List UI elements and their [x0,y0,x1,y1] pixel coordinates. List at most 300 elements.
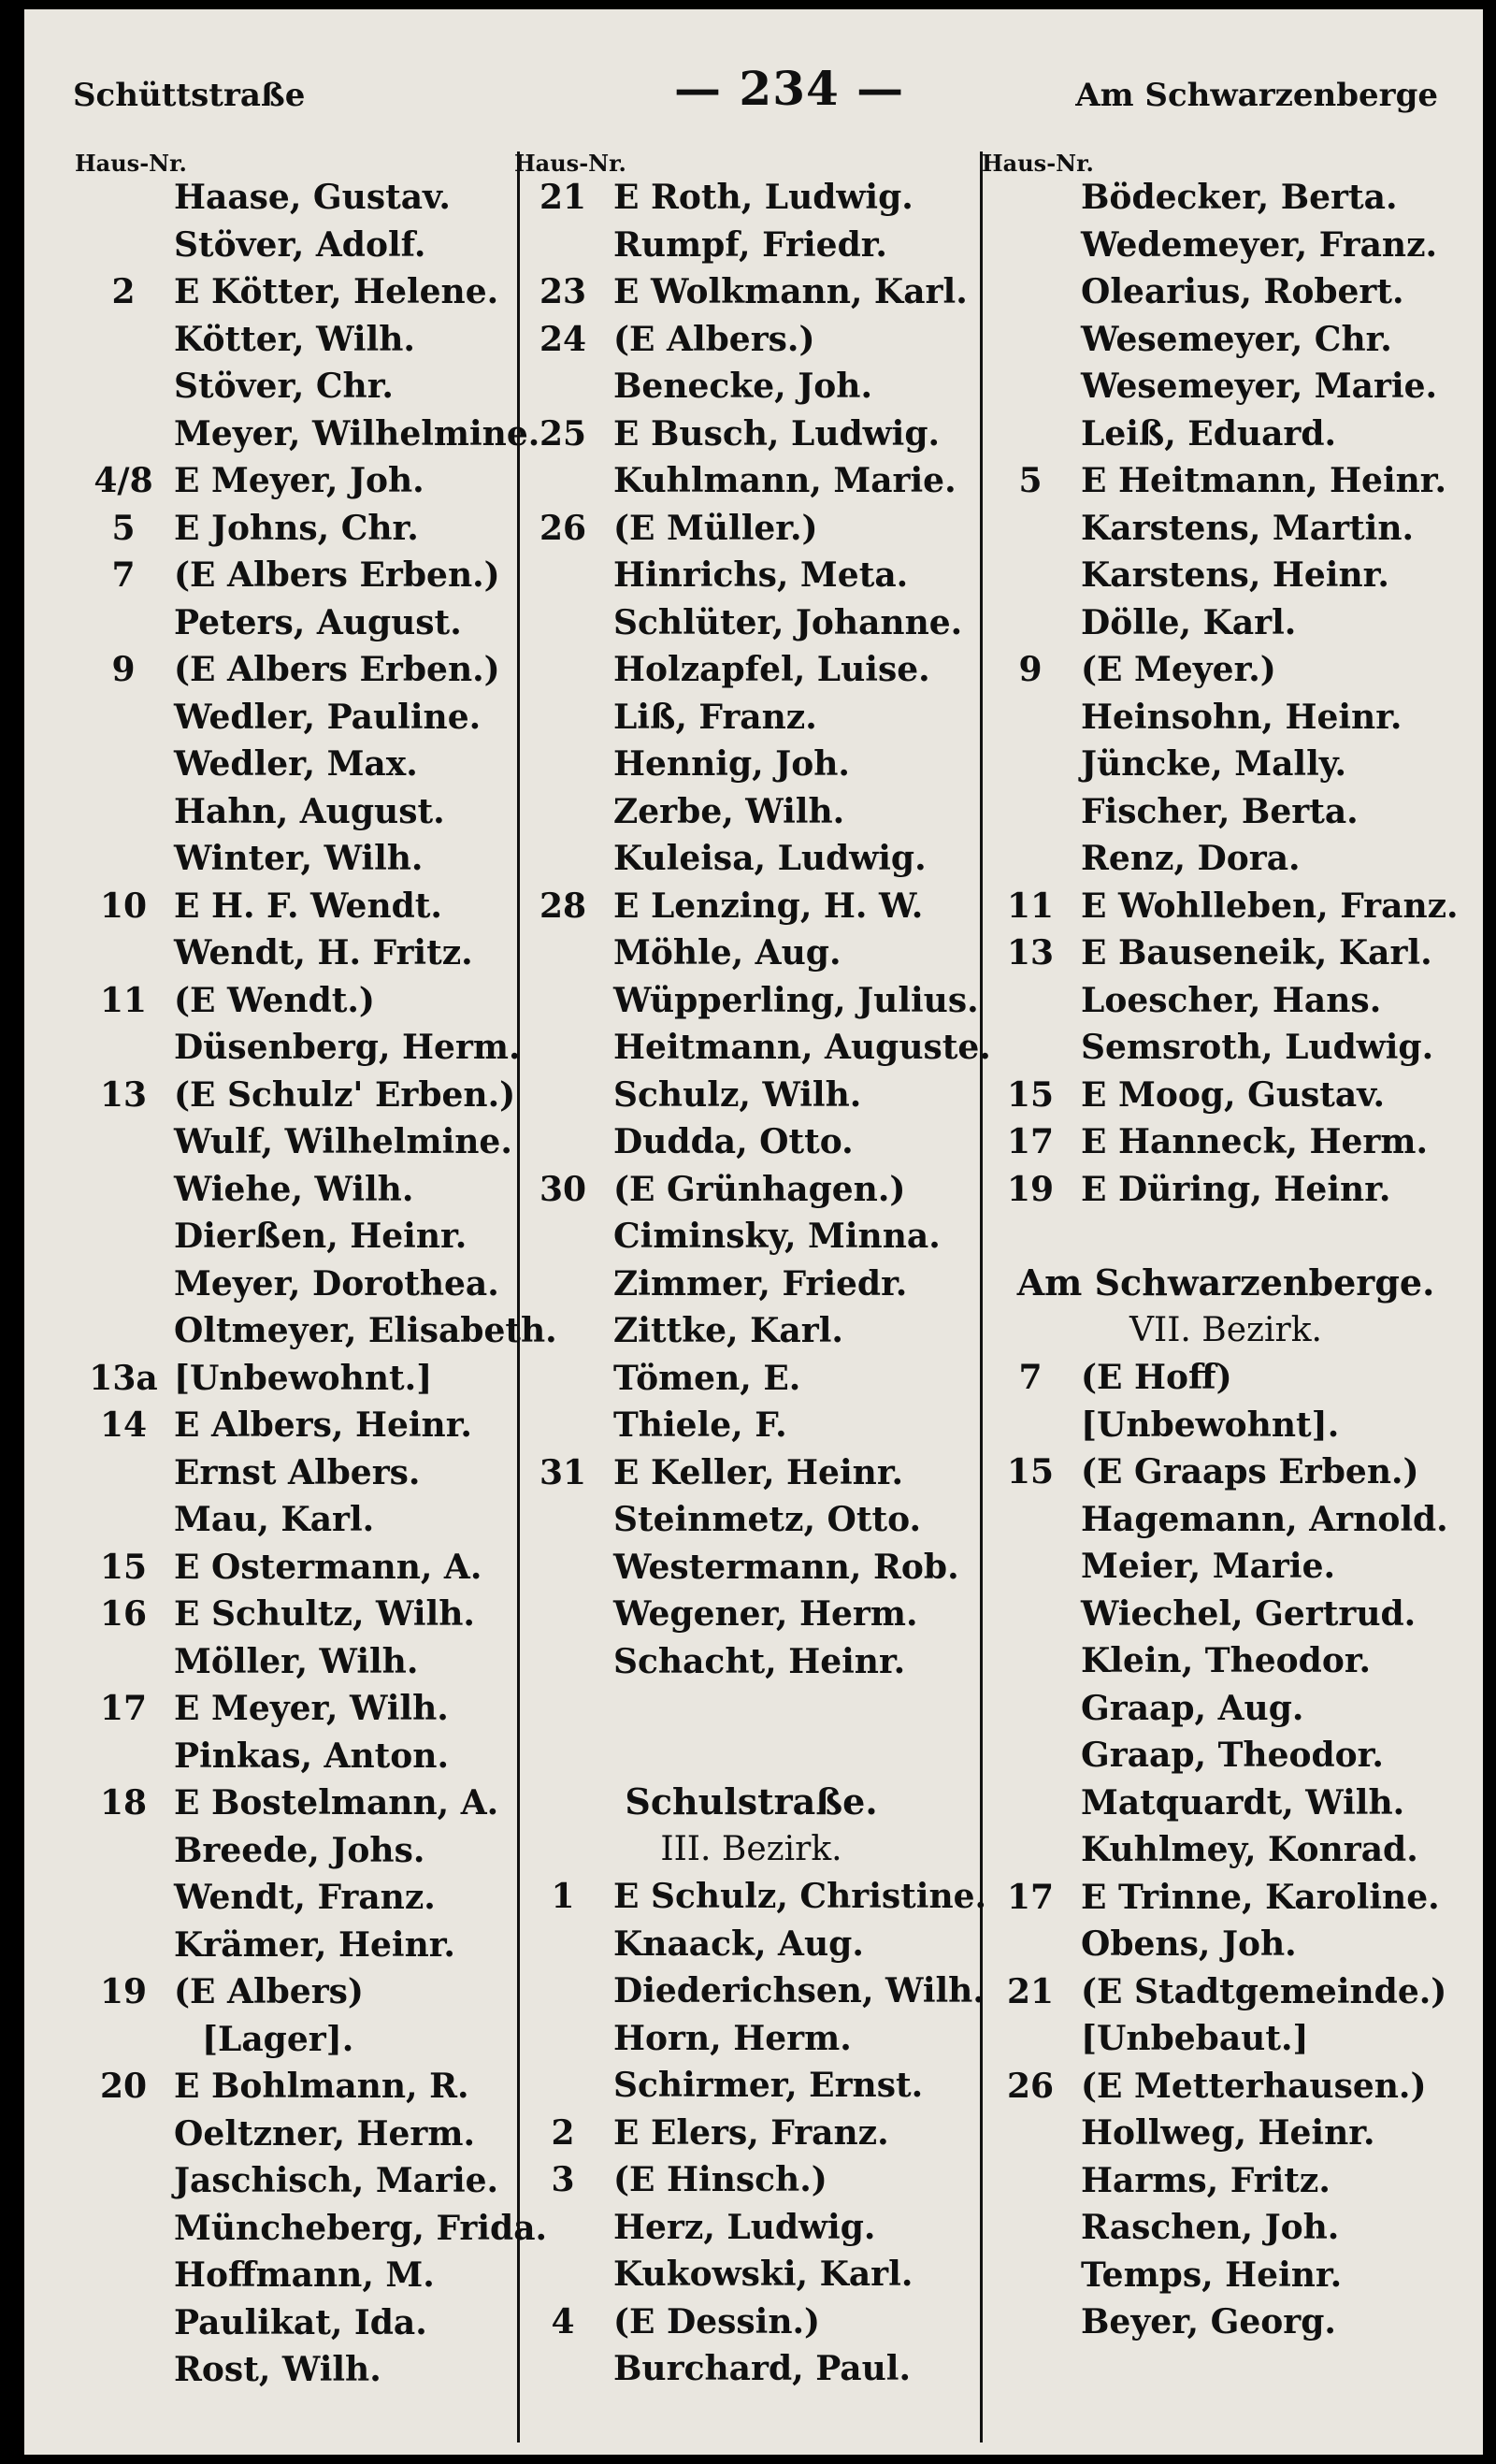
blank-line [987,1213,1464,1260]
blank-line [520,1732,983,1779]
resident-entry [987,1024,1464,1072]
resident-entry [520,552,983,599]
resident-entry [987,1072,1464,1119]
resident-name: [Unbebaut.] [1081,2019,1309,2058]
resident-entry [80,694,539,742]
house-number: 24 [539,319,587,359]
house-number: 10 [99,886,148,926]
resident-name: [Unbewohnt.] [174,1358,433,1398]
resident-name: [Lager]. [202,2019,354,2059]
resident-entry [80,1355,539,1403]
resident-name: (E Hinsch.) [613,2160,827,2199]
resident-entry [520,1024,991,1072]
column-header-hausnr: Haus-Nr. [75,150,187,177]
resident-name: Wulf, Wilhelmine. [174,1122,512,1161]
resident-name: Wesemeyer, Marie. [1081,367,1438,406]
resident-name: (E Hoff) [1081,1358,1232,1397]
resident-name: Dölle, Karl. [1081,602,1297,642]
resident-name: (E Müller.) [613,508,818,548]
resident-entry [520,1402,983,1449]
resident-name: Tömen, E. [613,1358,801,1398]
house-number: 4/8 [94,461,153,500]
resident-name: Burchard, Paul. [613,2349,912,2388]
resident-name: Horn, Herm. [613,2018,852,2058]
resident-entry [987,2157,1464,2205]
resident-name: Thiele, F. [613,1405,787,1445]
house-number: 15 [1006,1074,1055,1115]
resident-name: Zittke, Karl. [613,1311,843,1350]
resident-name: Rost, Wilh. [174,2350,381,2389]
resident-name: Benecke, Joh. [613,367,872,406]
resident-name: E Ostermann, A. [174,1547,482,1587]
resident-entry [80,1072,539,1119]
resident-entry [987,1354,1464,1402]
resident-entry [520,741,983,788]
resident-name: Oltmeyer, Elisabeth. [174,1311,557,1350]
resident-name: E Trinne, Karoline. [1081,1877,1440,1917]
resident-entry [987,741,1464,788]
resident-name: E Schulz, Christine. [613,1877,987,1916]
resident-entry [80,599,539,647]
resident-name: Hollweg, Heinr. [1081,2113,1375,2153]
resident-entry [80,2205,548,2253]
resident-entry [80,929,539,977]
resident-entry [987,552,1464,599]
resident-entry [80,457,539,505]
resident-entry [520,268,983,316]
resident-entry [520,174,983,222]
resident-entry [80,1638,539,1686]
house-number: 5 [111,508,136,548]
resident-name: Dierßen, Heinr. [174,1217,468,1256]
resident-name: Stöver, Chr. [174,367,394,406]
resident-name: Meyer, Wilhelmine. [174,413,540,454]
resident-entry [520,646,983,694]
resident-entry [80,411,539,458]
resident-name: Müncheberg, Frida. [174,2208,548,2248]
resident-entry [80,977,539,1025]
house-number: 11 [1006,886,1055,926]
resident-entry [520,1166,983,1214]
resident-name: Winter, Wilh. [174,839,424,878]
house-number: 21 [1006,1971,1055,2011]
resident-name: E Kötter, Helene. [174,272,499,311]
resident-entry [80,1827,539,1875]
resident-name: Düsenberg, Herm. [174,1028,521,1067]
resident-entry [520,316,983,364]
resident-entry [987,363,1464,411]
house-number: 19 [99,1972,148,2011]
resident-entry [987,268,1464,316]
house-number: 30 [539,1169,587,1209]
house-number: 21 [539,178,587,217]
resident-entry [987,694,1464,742]
resident-entry [80,1591,539,1638]
house-number: 14 [99,1405,148,1445]
resident-name: (E Graaps Erben.) [1081,1452,1419,1491]
resident-name: Schlüter, Johanne. [613,602,963,642]
resident-name: Westermann, Rob. [613,1547,959,1587]
house-number: 20 [99,2067,148,2106]
resident-entry [987,599,1464,647]
resident-name: Wedler, Pauline. [174,697,482,737]
resident-name: E Lenzing, H. W. [613,886,924,926]
resident-entry [520,1544,983,1592]
resident-name: Haase, Gustav. [174,178,451,217]
resident-name: E Schultz, Wilh. [174,1594,475,1634]
resident-entry [520,599,983,647]
resident-name: Diederichsen, Wilh. [613,1971,985,2010]
resident-entry [80,1780,539,1827]
resident-entry [520,977,983,1025]
resident-name: Schulz, Wilh. [613,1074,862,1115]
street-heading: Am Schwarzenberge. [1016,1261,1435,1304]
resident-name: Herz, Ludwig. [613,2207,876,2247]
resident-entry [80,1402,539,1449]
resident-name: Hoffmann, M. [174,2255,435,2295]
resident-name: Stöver, Adolf. [174,224,426,265]
resident-entry [520,2062,983,2110]
resident-entry [987,2252,1464,2299]
house-number: 5 [1018,461,1043,500]
resident-entry [80,1449,539,1497]
house-number: 18 [99,1783,148,1823]
resident-name: Dudda, Otto. [613,1122,854,1161]
resident-name: Pinkas, Anton. [174,1736,449,1776]
resident-entry [987,174,1464,222]
resident-name: (E Meyer.) [1081,650,1276,689]
resident-entry [987,2204,1464,2252]
house-number: 13 [1006,933,1055,973]
resident-entry [80,552,539,599]
house-number: 15 [1006,1452,1055,1491]
house-number: 25 [539,413,587,454]
resident-name: Olearius, Robert. [1081,272,1404,311]
house-number: 31 [539,1452,587,1492]
resident-entry [987,1166,1464,1214]
resident-entry [987,2015,1464,2063]
house-number: 26 [1006,2066,1055,2106]
resident-name: Peters, August. [174,602,462,642]
resident-name: E Roth, Ludwig. [613,178,913,217]
running-header-right: Am Schwarzenberge [1075,77,1438,114]
resident-name: Harms, Fritz. [1081,2160,1331,2200]
resident-entry [80,2063,539,2111]
resident-name: Meyer, Dorothea. [174,1263,499,1304]
house-number: 2 [551,2112,575,2153]
resident-name: Hagemann, Arnold. [1081,1499,1448,1539]
directory-page [24,9,1483,2455]
resident-name: Loescher, Hans. [1081,980,1382,1020]
resident-entry [987,1496,1464,1544]
resident-name: Karstens, Martin. [1081,508,1415,548]
resident-entry [520,835,983,883]
resident-name: Mau, Karl. [174,1500,375,1539]
resident-entry [987,457,1464,505]
resident-name: E Busch, Ludwig. [613,413,941,454]
blank-line [520,1685,983,1732]
resident-name: Schirmer, Ernst. [613,2066,924,2105]
resident-entry [987,222,1464,269]
resident-name: Wüpperling, Julius. [613,980,979,1020]
resident-name: E Bostelmann, A. [174,1783,499,1823]
resident-entry [987,646,1464,694]
house-number: 7 [111,555,136,595]
resident-name: Liß, Franz. [613,697,817,737]
resident-entry [80,1307,557,1355]
resident-name: E Wolkmann, Karl. [613,272,968,311]
resident-name: Heitmann, Auguste. [613,1028,991,1067]
resident-entry [520,1213,983,1261]
resident-entry [80,1118,539,1166]
resident-entry [80,2157,539,2205]
resident-entry [520,2204,983,2252]
resident-entry [520,1873,987,1921]
resident-name: (E Albers Erben.) [174,555,500,595]
resident-name: E Johns, Chr. [174,508,419,548]
house-number: 9 [1018,650,1043,689]
resident-entry [987,1543,1464,1591]
resident-entry [520,505,983,553]
resident-name: (E Albers.) [613,319,815,359]
resident-name: Wegener, Herm. [613,1594,918,1634]
resident-entry [987,2110,1464,2157]
resident-entry [987,1732,1464,1780]
resident-entry [80,1544,539,1592]
resident-entry [987,977,1464,1025]
resident-entry [987,788,1464,836]
street-heading: Schulstraße. [625,1780,878,1823]
resident-name: E H. F. Wendt. [174,886,442,926]
resident-name: Wendt, Franz. [174,1878,436,1917]
directory-column-3 [982,150,1464,2346]
resident-name: Knaack, Aug. [613,1924,864,1964]
resident-name: Beyer, Georg. [1081,2302,1336,2342]
house-number: 13a [89,1358,158,1398]
resident-entry [520,1638,983,1686]
resident-name: Jüncke, Mally. [1081,744,1347,784]
resident-entry [80,835,539,883]
resident-name: (E Albers) [174,1972,364,2011]
resident-name: Kuhlmey, Konrad. [1081,1830,1418,1869]
resident-name: Heinsohn, Heinr. [1081,697,1402,737]
resident-name: Klein, Theodor. [1081,1641,1372,1680]
house-number: 9 [111,650,136,689]
resident-name: Graap, Aug. [1081,1688,1304,1728]
resident-name: E Elers, Franz. [613,2112,889,2153]
resident-entry [80,883,539,930]
resident-name: Hinrichs, Meta. [613,555,909,595]
resident-name: Jaschisch, Marie. [174,2161,499,2200]
house-number: 3 [551,2160,575,2199]
resident-entry [80,2016,539,2064]
resident-entry [80,1922,539,1969]
resident-name: (E Schulz' Erben.) [174,1074,516,1115]
resident-entry [520,1261,983,1308]
resident-entry [520,1449,983,1497]
resident-name: E Wohlleben, Franz. [1081,886,1459,926]
resident-name: Kötter, Wilh. [174,319,415,359]
resident-name: Rumpf, Friedr. [613,224,887,265]
resident-name: E Düring, Heinr. [1081,1169,1391,1209]
resident-entry [80,505,539,553]
resident-name: Holzapfel, Luise. [613,650,930,689]
resident-entry [80,174,539,222]
resident-entry [80,2299,539,2347]
district-heading: VII. Bezirk. [1129,1310,1323,1349]
resident-entry [80,1874,539,1922]
house-number: 2 [111,272,136,311]
resident-name: Kukowski, Karl. [613,2255,913,2294]
column-header-hausnr: Haus-Nr. [982,150,1094,177]
resident-entry [520,694,983,742]
resident-entry [987,1874,1464,1922]
resident-name: Ciminsky, Minna. [613,1217,941,1256]
resident-entry [520,1307,983,1355]
resident-name: Schacht, Heinr. [613,1641,906,1681]
house-number: 17 [1006,1877,1055,1917]
resident-entry [520,457,983,505]
resident-name: Möhle, Aug. [613,933,842,973]
resident-entry [987,1826,1464,1874]
resident-name: Krämer, Heinr. [174,1924,455,1965]
resident-name: Renz, Dora. [1081,839,1301,878]
resident-entry [987,1591,1464,1638]
resident-entry [80,316,539,364]
resident-entry [80,2252,539,2299]
resident-name: Breede, Johs. [174,1830,425,1870]
resident-entry [520,411,983,458]
resident-entry [80,646,539,694]
resident-name: Wendt, H. Fritz. [174,933,473,973]
resident-name: Matquardt, Wilh. [1081,1782,1405,1823]
house-number: 17 [1006,1122,1055,1161]
resident-entry [80,1733,539,1780]
house-number: 4 [551,2301,575,2342]
resident-entry [987,411,1464,458]
resident-entry [520,1118,983,1166]
running-header-left: Schüttstraße [73,77,306,114]
resident-name: (E Grünhagen.) [613,1169,906,1209]
resident-entry [80,222,539,269]
resident-name: (E Albers Erben.) [174,650,500,689]
resident-entry [520,1591,983,1638]
resident-entry [80,268,539,316]
resident-entry [80,1968,539,2016]
resident-entry [80,1024,539,1072]
resident-entry [80,788,539,836]
resident-name: E Hanneck, Herm. [1081,1122,1429,1161]
resident-name: Wesemeyer, Chr. [1081,319,1392,359]
resident-name: [Unbewohnt]. [1081,1405,1340,1445]
resident-name: (E Metterhausen.) [1081,2066,1427,2106]
resident-entry [520,1496,983,1544]
resident-name: Obens, Joh. [1081,1924,1297,1964]
resident-name: E Bauseneik, Karl. [1081,933,1432,973]
resident-entry [987,1968,1464,2016]
resident-name: Kuhlmann, Marie. [613,461,957,500]
resident-entry [520,1967,983,2015]
resident-name: E Moog, Gustav. [1081,1074,1386,1115]
resident-entry [520,1921,983,1968]
resident-name: Bödecker, Berta. [1081,178,1398,217]
resident-name: Karstens, Heinr. [1081,555,1389,595]
district-heading: III. Bezirk. [660,1829,842,1868]
resident-name: Wiechel, Gertrud. [1081,1593,1417,1634]
resident-entry [80,741,539,788]
resident-entry [987,883,1464,930]
resident-entry [520,363,983,411]
house-number: 13 [99,1074,148,1115]
directory-column-1 [75,150,557,2394]
resident-name: (E Stadtgemeinde.) [1081,1971,1447,2011]
resident-name: Wedler, Max. [174,744,418,784]
resident-name: Hahn, August. [174,791,445,831]
resident-entry [987,835,1464,883]
directory-column-2 [514,150,991,2393]
resident-entry [520,2110,983,2157]
resident-entry [520,929,983,977]
resident-name: E Heitmann, Heinr. [1081,461,1446,500]
resident-name: Leiß, Eduard. [1081,413,1337,454]
house-number: 28 [539,886,587,926]
resident-name: Steinmetz, Otto. [613,1500,922,1539]
resident-name: Möller, Wilh. [174,1641,419,1681]
house-number: 17 [99,1689,148,1728]
resident-name: Oeltzner, Herm. [174,2113,476,2154]
resident-entry [520,2298,983,2346]
resident-entry [987,1402,1464,1449]
resident-entry [520,1072,983,1119]
resident-entry [987,1637,1464,1685]
page-number: — 234 — [674,61,905,116]
resident-entry [80,1685,539,1733]
resident-name: E Albers, Heinr. [174,1405,472,1445]
resident-name: Zerbe, Wilh. [613,791,845,831]
resident-entry [80,1213,539,1261]
resident-entry [987,1685,1464,1733]
resident-name: Paulikat, Ida. [174,2302,427,2342]
resident-name: Semsroth, Ludwig. [1081,1028,1434,1067]
resident-name: Zimmer, Friedr. [613,1263,908,1304]
resident-entry [80,1166,539,1214]
resident-entry [80,1496,539,1544]
resident-entry [520,2156,983,2204]
resident-entry [80,2111,539,2158]
resident-entry [80,2346,539,2394]
resident-name: Temps, Heinr. [1081,2255,1343,2295]
resident-entry [80,1261,539,1308]
resident-name: Wiehe, Wilh. [174,1169,414,1209]
resident-entry [520,883,983,930]
resident-entry [80,363,539,411]
house-number: 26 [539,508,587,548]
resident-name: Wedemeyer, Franz. [1081,224,1438,265]
resident-entry [987,1118,1464,1166]
resident-name: E Meyer, Joh. [174,461,424,500]
house-number: 7 [1018,1358,1043,1397]
resident-entry [987,2063,1464,2111]
resident-entry [520,2345,983,2393]
house-number: 19 [1006,1169,1055,1209]
resident-entry [987,505,1464,553]
resident-entry [987,1448,1464,1496]
resident-entry [987,1780,1464,1827]
resident-name: Hennig, Joh. [613,744,850,784]
resident-entry [987,316,1464,364]
resident-entry [987,2298,1464,2346]
resident-entry [520,2015,983,2063]
